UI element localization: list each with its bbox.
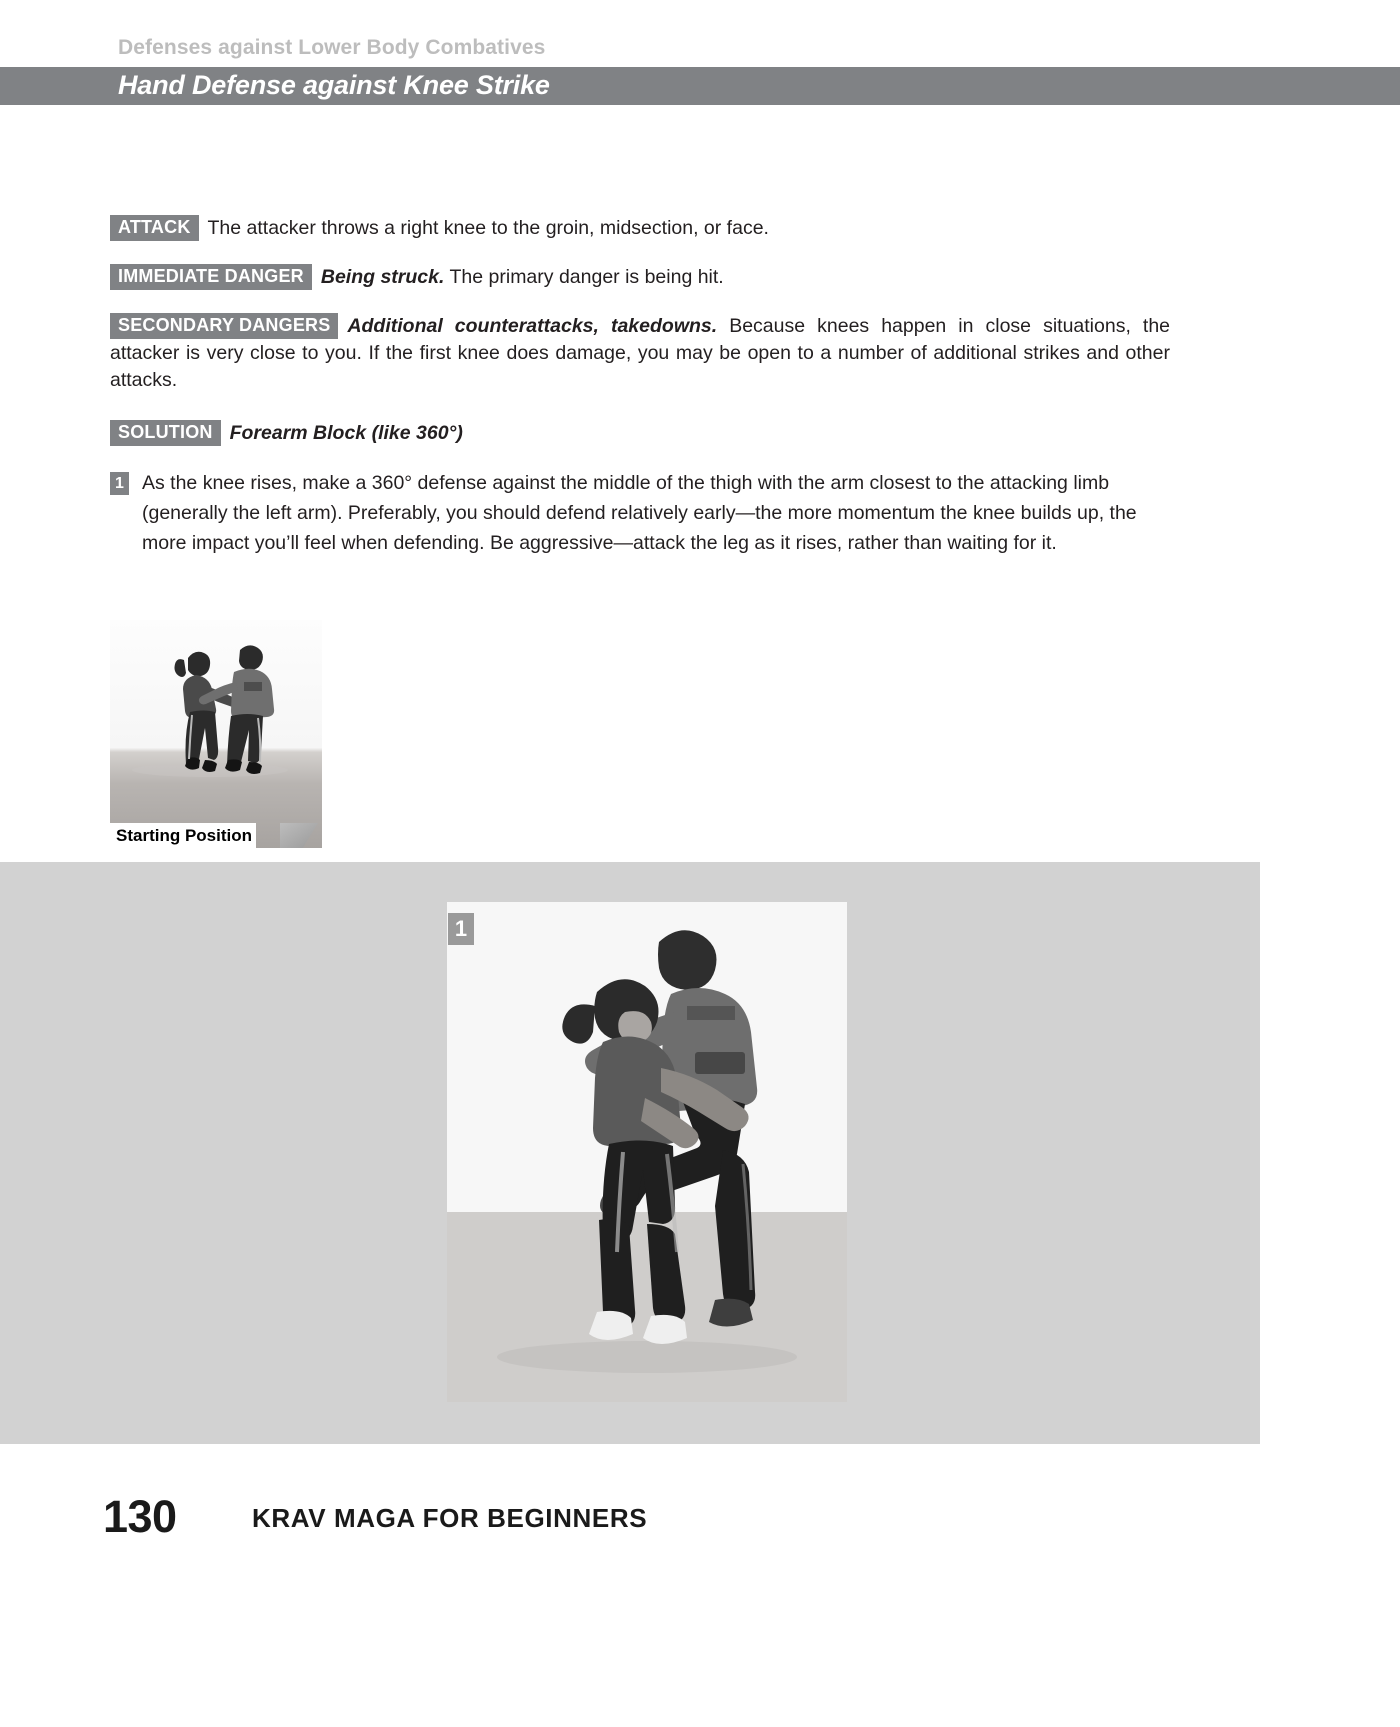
step-1-badge: 1 [448, 913, 474, 945]
starting-position-illustration [110, 620, 322, 848]
page-number: 130 [103, 1491, 177, 1542]
step-number-badge: 1 [110, 472, 129, 495]
immediate-danger-paragraph [110, 264, 1170, 291]
starting-position-photo [110, 620, 322, 848]
section-secondary-dangers [110, 313, 1170, 418]
starting-position-figure [110, 620, 322, 848]
step-list [110, 468, 1170, 558]
solution-lead: Forearm Block (like 360°) [229, 422, 463, 444]
page-title: Hand Defense against Knee Strike [118, 70, 550, 100]
book-title: KRAV MAGA FOR BEGINNERS [252, 1503, 648, 1533]
immediate-danger-body: The primary danger is being hit. [449, 266, 724, 288]
secondary-dangers-paragraph [110, 313, 1170, 394]
section-solution [110, 420, 1170, 447]
secondary-dangers-tag: SECONDARY DANGERS [110, 313, 338, 339]
step-text: As the knee rises, make a 360° defense against the middle of the thigh with the arm closest to the attacking limb (generally the left arm). Preferably, you should defend relatively early—the more momentum the knee builds up, the more impact you’ll feel when defending. Be aggressive—attack the leg as it rises, rather than waiting for it. [142, 472, 1137, 554]
solution-tag: SOLUTION [110, 420, 221, 446]
immediate-danger-lead: Being struck. [320, 266, 445, 288]
attack-tag: ATTACK [110, 215, 199, 241]
section-immediate-danger [110, 264, 1170, 315]
step-item [110, 468, 1170, 558]
attack-body: The attacker throws a right knee to the groin, midsection, or face. [207, 217, 769, 239]
step-1-illustration [447, 902, 847, 1402]
attack-paragraph [110, 215, 1170, 242]
running-head: Defenses against Lower Body Combatives [118, 36, 546, 59]
step-1-photo [447, 902, 847, 1402]
solution-paragraph [110, 420, 1170, 447]
secondary-dangers-lead: Additional counterattacks, takedowns. [347, 315, 718, 337]
immediate-danger-tag: IMMEDIATE DANGER [110, 264, 312, 290]
secondary-dangers-body: Because knees happen in close situations, the attacker is very close to you. If the first knee does damage, you may be open to a number of additional strikes and other attacks. [110, 315, 1171, 391]
section-attack [110, 215, 1170, 266]
starting-position-caption: Starting Position [110, 823, 256, 848]
